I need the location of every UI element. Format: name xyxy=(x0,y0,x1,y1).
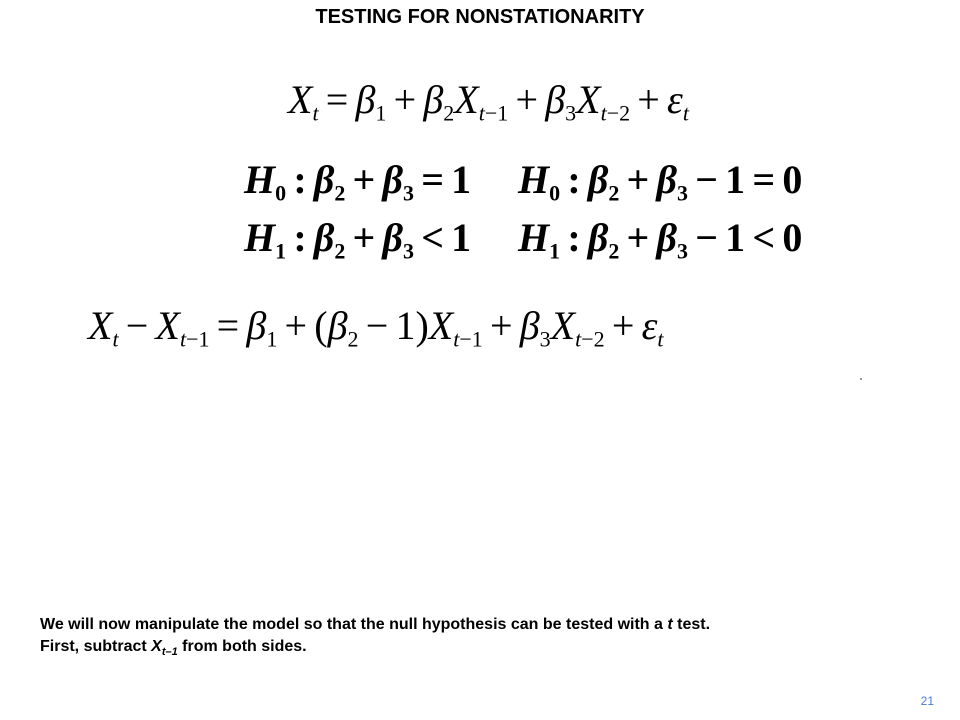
caption-line-2-end: from both sides. xyxy=(177,638,307,655)
stray-dot xyxy=(860,378,862,380)
caption-line-2-sub: t–1 xyxy=(161,646,178,659)
caption-line-1-italic: t xyxy=(667,616,673,633)
transformed-equation: $X_t - X_{t-1} = \beta_1 + (\beta_2 - 1)X_{t-1} + \beta_3X_{t-2} + \varepsilon_t$ xyxy=(88,303,664,352)
null-hypothesis-left: $H_0$ : $\beta_2 + \beta_3 = 1$ xyxy=(244,157,472,206)
model-equation xyxy=(288,77,689,126)
caption-line-1-text: We will now manipulate the model so that the null hypothesis can be tested with a xyxy=(40,616,668,633)
slide-caption xyxy=(40,614,920,663)
caption-line-2-var: X xyxy=(151,638,162,655)
alternative-hypothesis-right: $H_1$ : $\beta_2 + \beta_3 - 1 < 0$ xyxy=(518,215,803,264)
page-number: 21 xyxy=(920,694,934,708)
caption-line-1 xyxy=(40,614,920,636)
alternative-hypothesis-left: $H_1$ : $\beta_2 + \beta_3 < 1$ xyxy=(244,215,472,264)
slide-title: TESTING FOR NONSTATIONARITY xyxy=(315,6,645,28)
caption-line-2-text: First, subtract xyxy=(40,638,152,655)
null-hypothesis-right: $H_0$ : $\beta_2 + \beta_3 - 1 = 0$ xyxy=(518,157,803,206)
caption-line-1-end: test. xyxy=(672,616,711,633)
caption-line-2 xyxy=(40,636,920,663)
model-equation-text: $X_t = \beta_1 + \beta_2X_{t-1} + \beta_3X_{t-2} + \varepsilon_t$ xyxy=(288,77,689,126)
